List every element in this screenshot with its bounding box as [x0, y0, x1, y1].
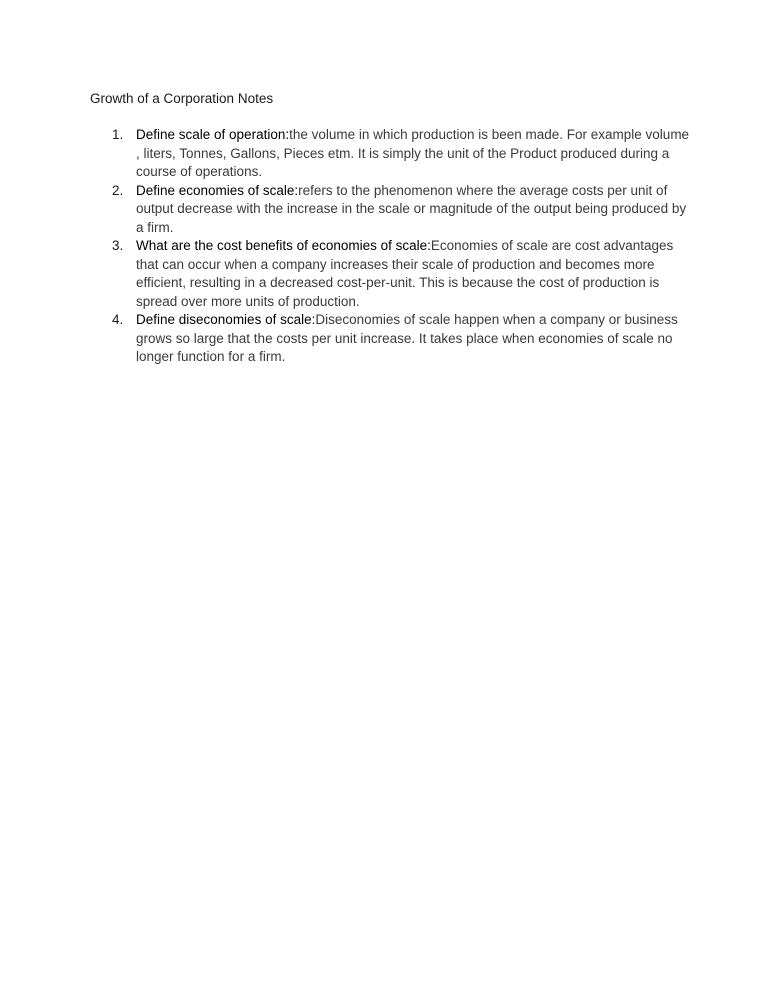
- list-item: [91, 311, 691, 367]
- document-title: Growth of a Corporation Notes: [90, 91, 274, 106]
- list-item-term: Define scale of operation:: [136, 127, 290, 142]
- list-item-number: 2.: [112, 182, 124, 198]
- notes-list: [91, 126, 691, 367]
- list-item-definition: Economies of scale are cost advantages that can occur when a company increases their scale of production and becomes more efficient, resulting in a decreased cost-per-unit. This is because the cost of production is spread over more units of production.: [136, 238, 674, 309]
- list-item-number: 4.: [112, 312, 124, 327]
- list-item-number: 3.: [112, 238, 124, 253]
- list-item-term: Define economies of scale:: [136, 182, 299, 198]
- list-item-definition: refers to the phenomenon where the average costs per unit of output decrease with the increase in the scale or magnitude of the output being produced by a firm.: [136, 182, 687, 235]
- list-item-definition: Diseconomies of scale happen when a company or business grows so large that the costs per unit increase. It takes place when economies of scale no longer function for a firm.: [136, 312, 678, 364]
- list-item: [91, 182, 691, 238]
- list-item-term: What are the cost benefits of economies of scale:: [136, 238, 431, 253]
- list-item: [91, 237, 691, 311]
- list-item-definition: the volume in which production is been made. For example volume , liters, Tonnes, Gallons, Pieces etm. It is simply the unit of the Product produced during a course of operations.: [136, 127, 690, 179]
- list-item-term: Define diseconomies of scale:: [136, 312, 316, 327]
- list-item: [91, 126, 691, 182]
- list-item-number: 1.: [112, 127, 124, 142]
